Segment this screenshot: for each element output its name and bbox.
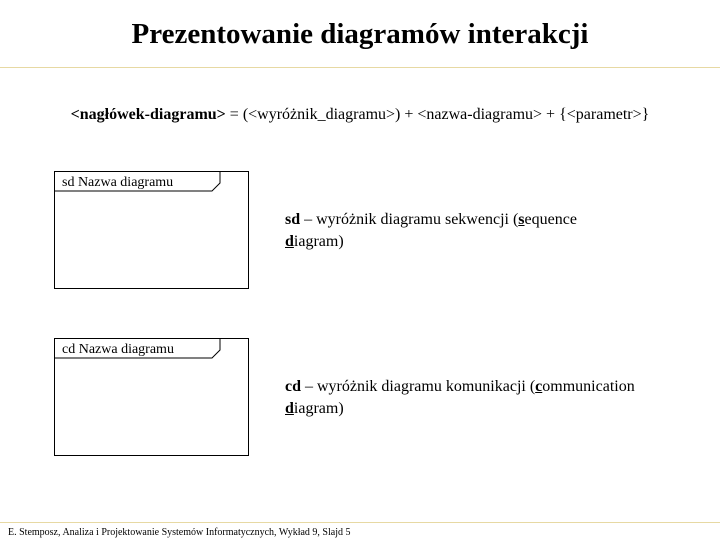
title-divider bbox=[0, 67, 720, 68]
slide-title: Prezentowanie diagramów interakcji bbox=[131, 18, 589, 50]
cd-frame-label: cd Nazwa diagramu bbox=[62, 342, 174, 357]
sd-word1-rest: equence bbox=[524, 211, 577, 228]
cd-word2-rest: iagram) bbox=[293, 400, 344, 417]
diagram-header-syntax bbox=[0, 105, 720, 125]
cd-word2-first-letter: d bbox=[285, 400, 294, 417]
sd-word2-rest: iagram) bbox=[293, 233, 344, 250]
sd-word2-first-letter: d bbox=[285, 233, 294, 250]
cd-diagram-frame bbox=[54, 338, 249, 456]
cd-description bbox=[285, 376, 695, 420]
sd-diagram-frame bbox=[54, 171, 249, 289]
slide-footer: E. Stemposz, Analiza i Projektowanie Systemów Informatycznych, Wykład 9, Slajd 5 bbox=[8, 527, 351, 538]
sd-abbr: sd bbox=[285, 211, 301, 228]
cd-desc-text: – wyróżnik diagramu komunikacji ( bbox=[301, 378, 536, 395]
footer-divider bbox=[0, 522, 720, 523]
sd-frame-label: sd Nazwa diagramu bbox=[62, 175, 174, 190]
sd-description bbox=[285, 209, 695, 253]
sd-desc-text: – wyróżnik diagramu sekwencji ( bbox=[300, 211, 519, 228]
syntax-definition: = (<wyróżnik_diagramu>) + <nazwa-diagramu> + {<parametr>} bbox=[225, 106, 650, 123]
syntax-header-label: <nagłówek-diagramu> bbox=[70, 106, 226, 123]
cd-abbr: cd bbox=[285, 378, 301, 395]
sd-word1-first-letter: s bbox=[518, 211, 525, 228]
cd-word1-first-letter: c bbox=[535, 378, 543, 395]
cd-word1-rest: ommunication bbox=[542, 378, 635, 395]
